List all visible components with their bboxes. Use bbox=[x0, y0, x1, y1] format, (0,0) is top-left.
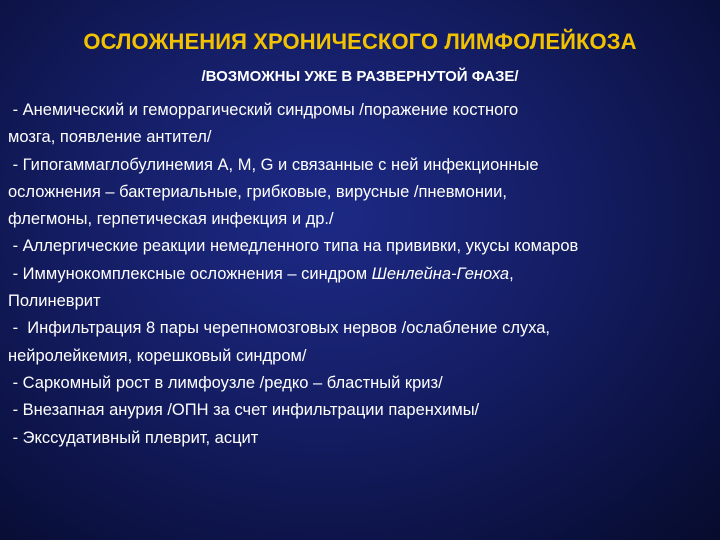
list-item-line: Полиневрит bbox=[8, 292, 101, 311]
list-item-line: мозга, появление антител/ bbox=[8, 128, 212, 147]
slide-title: ОСЛОЖНЕНИЯ ХРОНИЧЕСКОГО ЛИМФОЛЕЙКОЗА bbox=[83, 29, 637, 54]
syndrome-name: Шенлейна-Геноха bbox=[371, 264, 510, 283]
list-item-line: нейролейкемия, корешковый синдром/ bbox=[8, 346, 307, 365]
complications-list bbox=[8, 97, 713, 452]
list-item-line: флегмоны, герпетическая инфекция и др./ bbox=[8, 210, 334, 229]
list-item-line: - Саркомный рост в лимфоузле /редко – бластный криз/ bbox=[8, 373, 443, 392]
list-item-line: - Аллергические реакции немедленного типа на прививки, укусы комаров bbox=[8, 237, 579, 256]
list-item-line: - Гипогаммаглобулинемия А, М, G и связанные с ней инфекционные bbox=[8, 155, 539, 174]
list-item-line: - Инфильтрация 8 пары черепномозговых нервов /ослабление слуха, bbox=[8, 319, 551, 338]
list-item-line-immunocomplex bbox=[8, 261, 713, 288]
list-item-text: - Иммунокомплексные осложнения – синдром bbox=[8, 264, 372, 283]
list-item-line: - Внезапная анурия /ОПН за счет инфильтрации паренхимы/ bbox=[8, 401, 480, 420]
slide-subtitle: /ВОЗМОЖНЫ УЖЕ В РАЗВЕРНУТОЙ ФАЗЕ/ bbox=[201, 68, 519, 85]
list-item-line: - Экссудативный плеврит, асцит bbox=[8, 428, 259, 447]
list-item-punct: , bbox=[509, 264, 514, 283]
list-item-line: - Анемический и геморрагический синдромы /поражение костного bbox=[8, 101, 519, 119]
list-item-line: осложнения – бактериальные, грибковые, вирусные /пневмонии, bbox=[8, 182, 507, 201]
